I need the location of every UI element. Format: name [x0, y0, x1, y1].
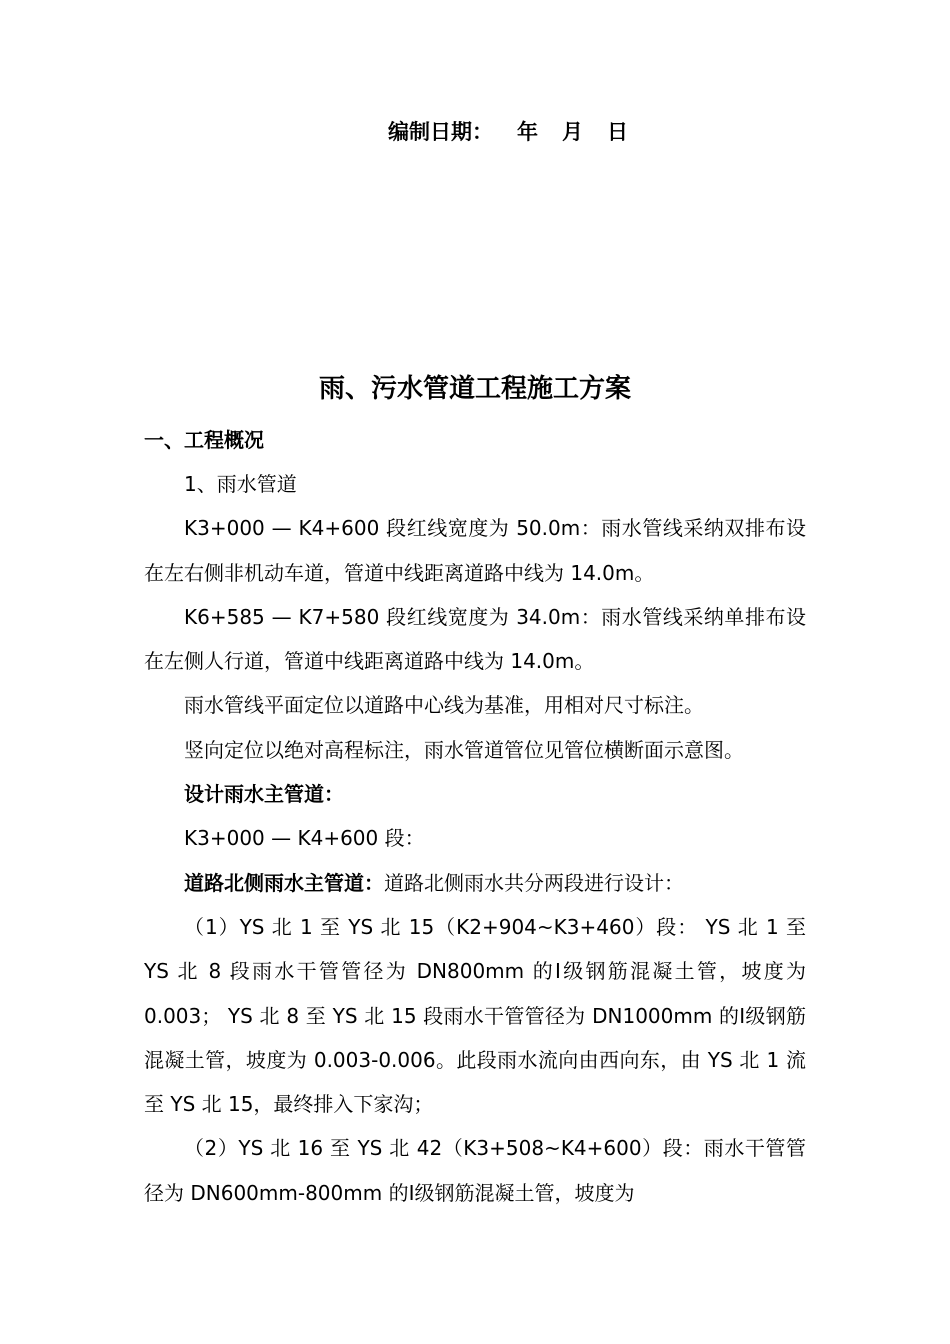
north-main-pipe-text: 道路北侧雨水共分两段进行设计：	[384, 870, 684, 895]
document-title: 雨、污水管道工程施工方案	[318, 374, 631, 404]
section-heading: 一、工程概况	[144, 428, 264, 452]
paragraph-rain-pipe-heading: 1、雨水管道	[184, 472, 297, 496]
paragraph-main-pipe-design: 设计雨水主管道：	[184, 782, 344, 807]
paragraph-plane-positioning: 雨水管线平面定位以道路中心线为基准，用相对尺寸标注。	[184, 693, 704, 718]
compile-date-line	[0, 116, 950, 148]
paragraph-segment-1: （1）YS 北 1 至 YS 北 15（K2+904~K3+460）段： YS 北 1 至 YS 北 8 段雨水干管管径为 DN800mm 的Ⅰ级钢筋混凝土管，坡度为 0.003； YS 北 8 至 YS 北 15 段雨水干管管径为 DN1000mm 的Ⅰ级钢筋混凝土管，坡度为 0.003-0.006。此段雨水流向由西向东，由 YS 北 1 流至 YS 北 15，最终排入下家沟；	[144, 914, 806, 1117]
paragraph-north-main-pipe	[144, 861, 806, 905]
compile-date-label: 编制日期：	[388, 120, 493, 144]
compile-date-day: 日	[607, 120, 628, 144]
paragraph-segment-2: （2）YS 北 16 至 YS 北 42（K3+508~K4+600）段：雨水干管管径为 DN600mm-800mm 的Ⅰ级钢筋混凝土管，坡度为	[144, 1136, 806, 1205]
paragraph-k3-k4-section: K3+000 — K4+600 段：	[184, 826, 425, 851]
north-main-pipe-label: 道路北侧雨水主管道：	[184, 870, 384, 895]
compile-date-year: 年	[517, 120, 538, 144]
document-body	[144, 462, 806, 1215]
paragraph-k6-k7-description: K6+585 — K7+580 段红线宽度为 34.0m：雨水管线采纳单排布设在左侧人行道，管道中线距离道路中线为 14.0m。	[144, 604, 806, 674]
paragraph-vertical-positioning: 竖向定位以绝对高程标注，雨水管道管位见管位横断面示意图。	[184, 737, 744, 762]
compile-date-month: 月	[562, 120, 583, 144]
paragraph-k3-k4-description: K3+000 — K4+600 段红线宽度为 50.0m：雨水管线采纳双排布设在左右侧非机动车道，管道中线距离道路中线为 14.0m。	[144, 516, 806, 585]
